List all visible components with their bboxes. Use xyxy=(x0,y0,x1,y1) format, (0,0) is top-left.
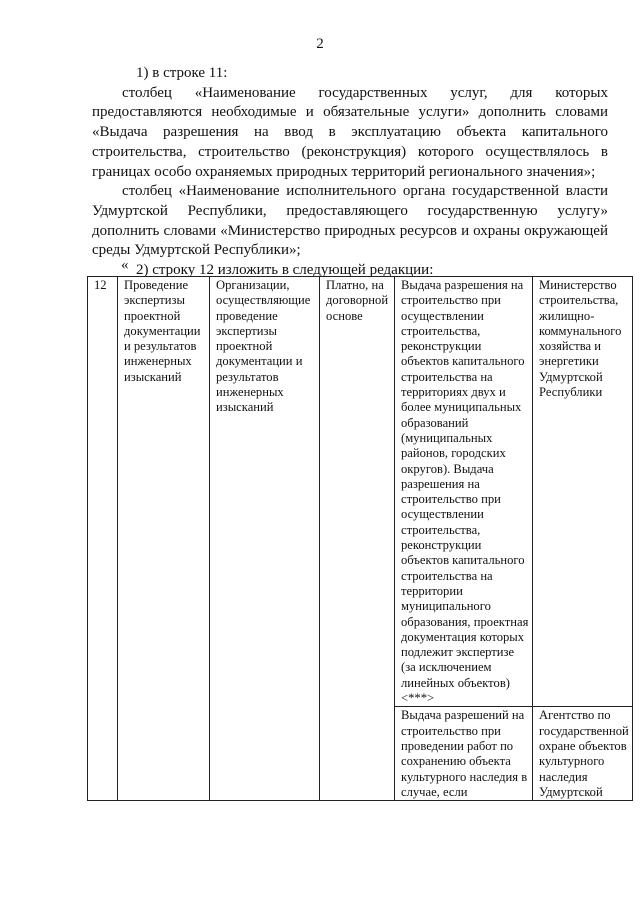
paragraph-item-1: 1) в строке 11: xyxy=(136,65,228,81)
paragraph-item-2: 2) строку 12 изложить в следующей редакции: xyxy=(136,262,434,279)
document-body xyxy=(92,64,608,281)
page-number: 2 xyxy=(316,36,324,52)
paragraph-column-services: столбец «Наименование государственных услуг, для которых предоставляются необходимые и обязательные услуги» дополнить словами «Выдача разрешения на ввод в эксплуатацию объекта капитального строительства, строительство (реконструкция) которого осуществлялось в границах особо охраняемых природных территорий регионального значения»; xyxy=(92,84,608,180)
services-table xyxy=(87,276,633,801)
paragraph-column-authority: столбец «Наименование исполнительного органа государственной власти Удмуртской Республики, предоставляющего государственную услугу» дополнить словами «Министерство природных ресурсов и охраны окружающей среды Удмуртской Республики»; xyxy=(92,183,608,259)
row-number-cell: 12 xyxy=(88,277,118,801)
authority-cell: Министерство строительства, жилищно-коммунального хозяйства и энергетики Удмуртской Республики xyxy=(533,277,633,707)
table-row xyxy=(88,277,633,707)
payment-cell: Платно, на договорной основе xyxy=(320,277,395,801)
authority-cell: Агентство по государственной охране объектов культурного наследия Удмуртской xyxy=(533,707,633,801)
service-name-cell: Проведение экспертизы проектной документации и результатов инженерных изысканий xyxy=(118,277,210,801)
open-quote: « xyxy=(121,257,129,273)
provider-cell: Организации, осуществляющие проведение экспертизы проектной документации и результатов инженерных изысканий xyxy=(210,277,320,801)
state-service-cell: Выдача разрешений на строительство при проведении работ по сохранению объекта культурного наследия в случае, если xyxy=(395,707,533,801)
state-service-cell: Выдача разрешения на строительство при осуществлении строительства, реконструкции объектов капитального строительства на территориях двух и более муниципальных образований (муниципальных районов, городских округов). Выдача разрешения на строительство при осуществлении строительства, реконструкции объектов капитального строительства на территории муниципального образования, проектная документация которых подлежит экспертизе (за исключением линейных объектов) <***> xyxy=(395,277,533,707)
